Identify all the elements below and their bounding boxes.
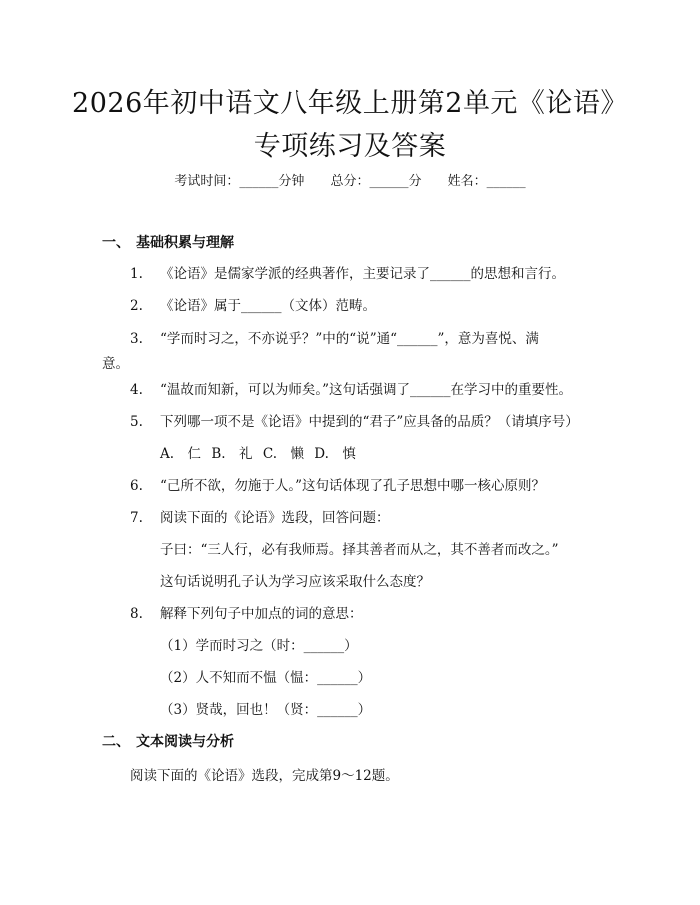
question-number: 8.	[130, 606, 143, 622]
question-8	[130, 602, 363, 622]
question-1	[130, 262, 565, 282]
section-label: 基础积累与理解	[136, 235, 234, 251]
question-8-item-1: （1）学而时习之（时：______）	[160, 638, 358, 654]
exam-score: 总分：______分	[330, 174, 422, 189]
question-8-item-3: （3）贤哉，回也！（贤：______）	[160, 702, 372, 718]
question-2	[130, 294, 376, 314]
question-7	[130, 506, 390, 526]
question-text-continued: 意。	[102, 356, 129, 372]
question-3	[102, 327, 602, 377]
question-text: “己所不欲，勿施于人。”这句话体现了孔子思想中哪一核心原则？	[160, 478, 546, 494]
option-a: A. 仁	[160, 446, 202, 462]
question-text: “学而时习之，不亦说乎？”中的“说”通“______”，意为喜悦、满	[160, 331, 539, 347]
question-5-options	[160, 442, 362, 462]
question-number: 3.	[130, 331, 143, 347]
question-text: 阅读下面的《论语》选段，回答问题：	[160, 510, 390, 526]
question-text: “温故而知新，可以为师矣。”这句话强调了______在学习中的重要性。	[160, 382, 573, 398]
section-label: 文本阅读与分析	[136, 734, 234, 750]
student-name: 姓名：______	[447, 174, 526, 189]
question-number: 1.	[130, 266, 143, 282]
question-number: 7.	[130, 510, 143, 526]
question-text: 《论语》是儒家学派的经典著作，主要记录了______的思想和言行。	[160, 266, 565, 282]
option-c: C. 懒	[262, 446, 304, 462]
section-number: 二、	[102, 734, 130, 750]
exam-meta	[0, 170, 700, 189]
question-7-quote: 子曰：“三人行，必有我师焉。择其善者而从之，其不善者而改之。”	[160, 542, 559, 558]
question-number: 2.	[130, 298, 143, 314]
question-4	[130, 378, 572, 398]
question-8-item-2: （2）人不知而不愠（愠：______）	[160, 670, 372, 686]
reading-intro: 阅读下面的《论语》选段，完成第9～12题。	[130, 768, 399, 784]
document-title: 2026年初中语文八年级上册第2单元《论语》专项练习及答案	[72, 88, 628, 162]
section-heading-2	[102, 731, 234, 751]
question-text: 下列哪一项不是《论语》中提到的“君子”应具备的品质？（请填序号）	[160, 414, 579, 430]
section-number: 一、	[102, 235, 130, 251]
section-heading-1	[102, 232, 234, 252]
question-5	[130, 410, 579, 430]
question-number: 5.	[130, 414, 143, 430]
question-6	[130, 474, 545, 494]
question-number: 4.	[130, 382, 143, 398]
exam-time: 考试时间：______分钟	[174, 174, 305, 189]
question-7-ask: 这句话说明孔子认为学习应该采取什么态度？	[160, 574, 430, 590]
option-b: B. 礼	[211, 446, 253, 462]
question-text: 《论语》属于______（文体）范畴。	[160, 298, 376, 314]
question-text: 解释下列句子中加点的词的意思：	[160, 606, 363, 622]
option-d: D. 慎	[314, 446, 356, 462]
question-number: 6.	[130, 478, 143, 494]
